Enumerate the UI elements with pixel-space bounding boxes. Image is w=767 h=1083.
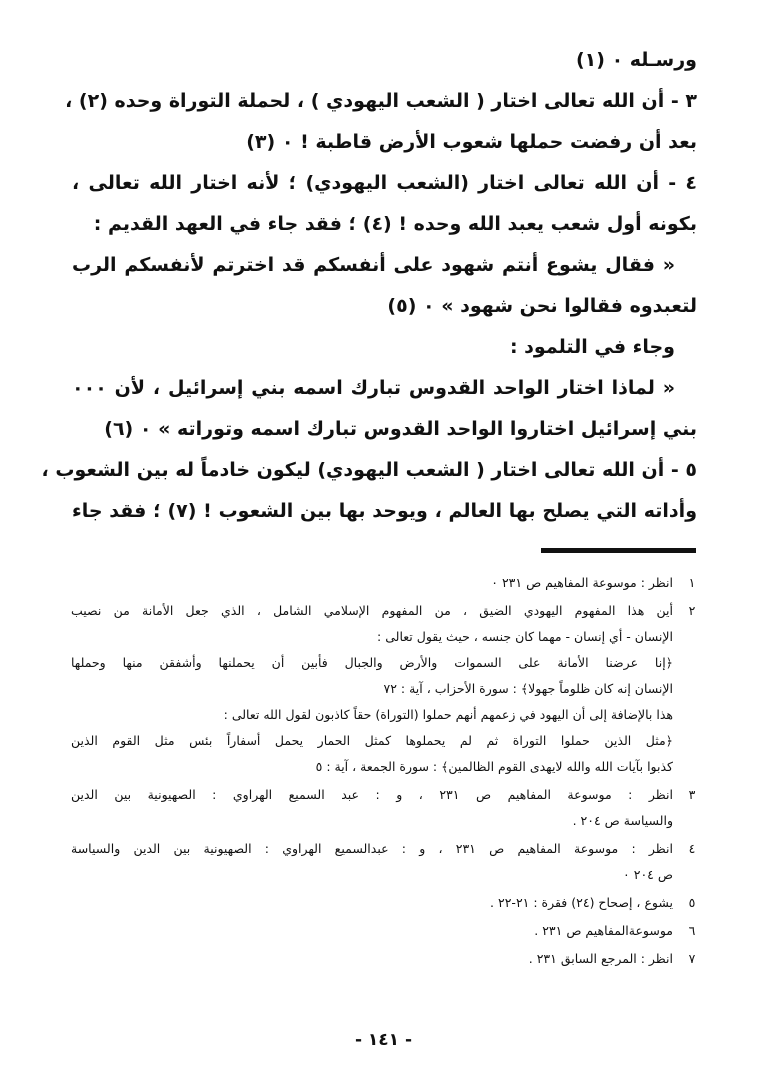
footnote [71,836,701,888]
text-line: وجاء في التلمود : [509,336,675,358]
text-line: بعد أن رفضت حملها شعوب الأرض قاطبة ! ٠ (٣) [246,131,697,153]
text-line: ٣ - أن الله تعالى اختار ( الشعب اليهودي ) ، لحملة التوراة وحده (٢) ، [65,90,697,112]
page-number: - ١٤١ - [354,1030,413,1050]
text-line: وأداته التي يصلح بها العالم ، ويوحد بها بين الشعوب ! (٧) ؛ فقد جاء [72,500,698,522]
main-text [41,45,698,537]
footnote-line: انظر : المرجع السابق ٢٣١ . [528,951,673,966]
text-line: ٥ - أن الله تعالى اختار ( الشعب اليهودي) ليكون خادماً له بين الشعوب ، [41,459,697,481]
text-line: لتعبدوه فقالوا نحن شهود » ٠ (٥) [387,295,697,317]
footnote-line: الإنسان - أي إنسان - مهما كان جنسه ، حيث يقول تعالى : [377,629,673,644]
text-line: بني إسرائيل اختاروا الواحد القدوس تبارك اسمه وتوراته » ٠ (٦) [104,418,697,440]
footnote [71,918,701,944]
footnote-line: كذبوا بآيات الله والله لايهدى القوم الظالمين﴾ : سورة الجمعة ، آية : ٥ [315,759,673,774]
footnote-line: ﴿مثل الذين حملوا التوراة ثم لم يحملوها كمثل الحمار يحمل أسفاراً بئس مثل القوم الذين [71,733,673,748]
footnote-line: الإنسان إنه كان ظلوماً جهولا﴾ : سورة الأحزاب ، آية : ٧٢ [383,681,673,696]
footnote-number: ٣ [688,787,696,802]
footnote-line: أين هذا المفهوم اليهودي الضيق ، من المفهوم الإسلامي الشامل ، الذي جعل الأمانة من نصيب [71,603,673,618]
footnote [71,890,701,916]
footnote [71,782,701,834]
footnote-number: ٧ [688,951,696,966]
text-line: بكونه أول شعب يعبد الله وحده ! (٤) ؛ فقد جاء في العهد القديم : [93,213,697,235]
footnotes [71,570,701,972]
footnote-line: انظر : موسوعة المفاهيم ص ٢٣١ ، و : عبدالسميع الهراوي : الصهيونية بين الدين والسياسة [71,841,673,856]
footnote-line: يشوع ، إصحاح (٢٤) فقرة : ٢١-٢٢ . [490,895,673,910]
footnote-number: ٤ [688,841,696,856]
footnote-line: والسياسة ص ٢٠٤ . [572,813,673,828]
text-line: ٤ - أن الله تعالى اختار (الشعب اليهودي) ؛ لأنه اختار الله تعالى ، [72,172,697,194]
footnote-separator [541,548,696,553]
text-line: « فقال يشوع أنتم شهود على أنفسكم قد اخترتم لأنفسكم الرب [72,254,675,276]
footnote-number: ٥ [688,895,696,910]
footnote-line: انظر : موسوعة المفاهيم ص ٢٣١ ٠ [491,575,673,590]
footnote-line: انظر : موسوعة المفاهيم ص ٢٣١ ، و : عبد السميع الهراوي : الصهيونية بين الدين [71,787,673,802]
footnote-line: هذا بالإضافة إلى أن اليهود في زعمهم أنهم حملوا (التوراة) حقاً كاذبون لقول الله تعالى : [223,707,673,722]
footnote [71,946,701,972]
footnote-number: ١ [688,575,696,590]
footnote-number: ٦ [688,923,696,938]
footnote [71,570,701,596]
text-line: ورسـله ٠ (١) [575,49,697,71]
footnote-line: موسوعةالمفاهيم ص ٢٣١ . [534,923,673,938]
text-line: « لماذا اختار الواحد القدوس تبارك اسمه بني إسرائيل ، لأن ٠٠٠ [72,377,675,399]
footnote [71,598,701,780]
footnote-line: ص ٢٠٤ ٠ [623,867,673,882]
footnote-number: ٢ [688,603,696,618]
footnote-line: ﴿إنا عرضنا الأمانة على السموات والأرض والجبال فأبين أن يحملنها وأشفقن منها وحملها [71,655,673,670]
